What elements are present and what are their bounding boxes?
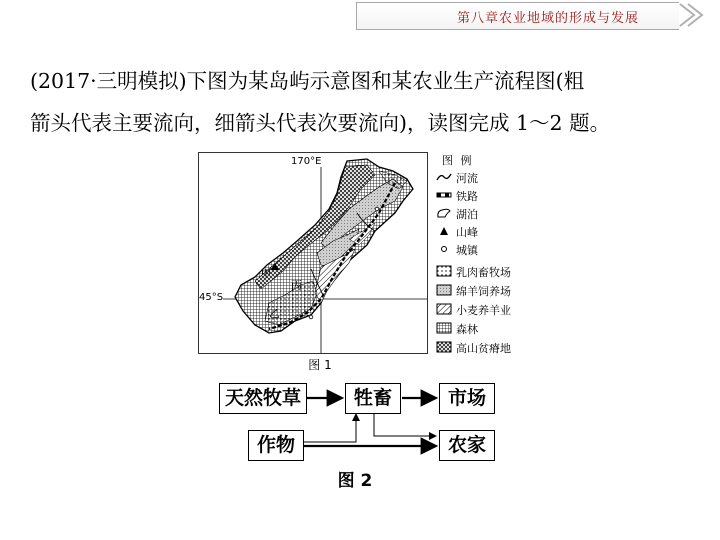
legend-item-dairy: 乳肉畜牧场	[432, 262, 562, 280]
arrow-crops-livestock	[303, 414, 356, 442]
legend-item-forest: 森林	[432, 319, 562, 337]
legend-item-alpine: 高山贫瘠地	[432, 338, 562, 356]
legend-item-railway: 铁路	[432, 186, 562, 204]
figure-2-caption: 图 2	[337, 471, 373, 491]
legend-item-sheep: 绵羊饲养场	[432, 281, 562, 299]
latitude-label: 45°S	[199, 292, 224, 303]
region-b-label: 乙	[269, 307, 280, 320]
flow-node-farmer: 农家	[439, 430, 495, 461]
figure-1-caption: 图 1	[308, 358, 332, 372]
chapter-title: 第八章农业地域的形成与发展	[456, 11, 639, 26]
arrow-livestock-farmer	[374, 414, 436, 436]
legend-item-wheat-sheep: 小麦养羊业	[432, 300, 562, 318]
legend-item-river: 河流	[432, 168, 562, 186]
question-line-1: (2017·三明模拟)下图为某岛屿示意图和某农业生产流程图(粗	[30, 69, 585, 93]
region-c-label: 丙	[291, 279, 302, 292]
legend-item-lake: 湖泊	[432, 204, 562, 222]
longitude-label: 170°E	[291, 156, 322, 167]
flow-node-market: 市场	[439, 383, 495, 414]
flow-node-crops: 作物	[248, 430, 304, 461]
question-line-2: 箭头代表主要流向，细箭头代表次要流向)，读图完成 1～2 题。	[30, 111, 611, 135]
legend-item-peak: 山峰	[432, 222, 562, 240]
flow-node-livestock: 牲畜	[345, 383, 401, 414]
region-a-label: 甲	[261, 269, 271, 280]
legend-item-town: 城镇	[432, 240, 562, 258]
flow-node-pasture: 天然牧草	[219, 383, 307, 414]
legend-title: 图 例	[442, 154, 474, 167]
